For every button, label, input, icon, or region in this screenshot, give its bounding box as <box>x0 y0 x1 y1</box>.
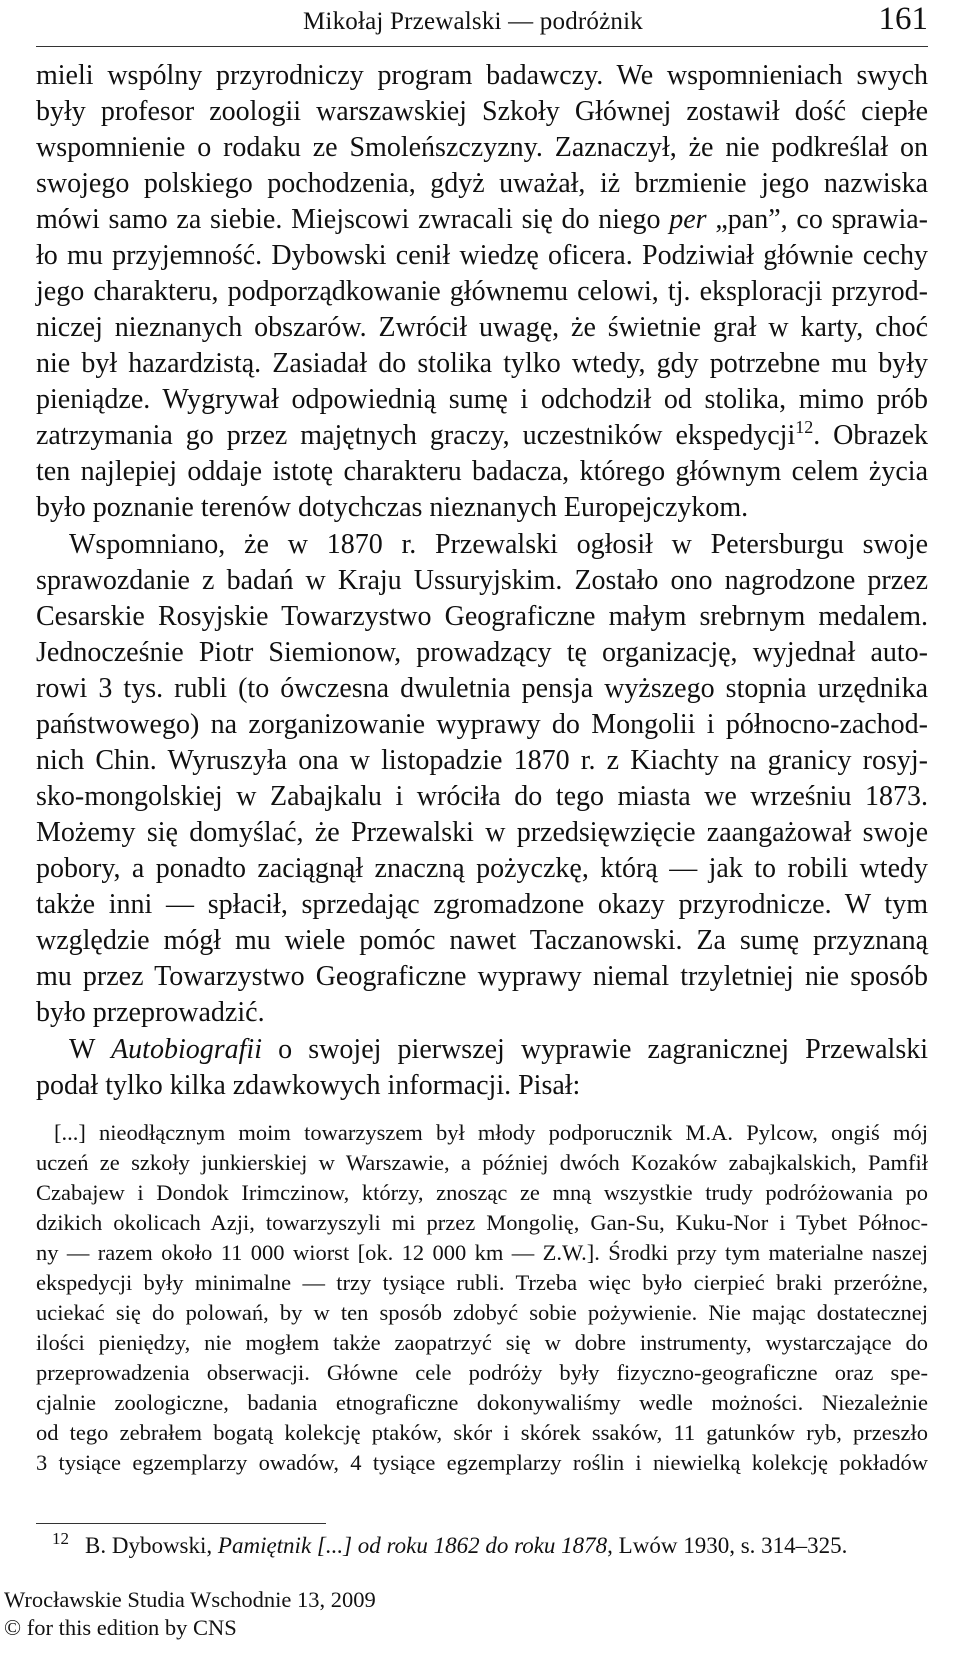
p2-line: sprawozdanie z badań w Kraju Ussuryjskim. Zostało ono nagrodzone przez <box>36 565 928 596</box>
p1-line: było poznanie terenów dotychczas nieznanych Europejczykom. <box>36 492 749 523</box>
quote-line: dzikich okolicach Azji, towarzyszyli mi przez Mongolię, Gan-Su, Kuku-Nor i Tybet Północ- <box>36 1210 928 1235</box>
p3-line: podał tylko kilka zdawkowych informacji. Pisał: <box>36 1070 581 1101</box>
p2-line: sko-mongolskiej w Zabajkalu i wróciła do tego miasta we wrześniu 1873. <box>36 781 928 812</box>
p1-line: jego charakteru, podporządkowanie głównemu celowi, tj. eksploracji przyrod- <box>36 276 928 307</box>
quote-line: uciekać się do polowań, by w ten sposób zdobyć sobie pożywienie. Nie mając dostatecznej <box>36 1300 928 1325</box>
p2-line: pobory, a ponadto zaciągnął znaczną pożyczkę, którą — jak to robili wtedy <box>36 853 928 884</box>
footnote: $^{12}$ B. Dybowski, Pamiętnik [...] od roku 1862 do roku 1878, Lwów 1930, s. 314–325. <box>52 1529 848 1558</box>
p1-line: mieli wspólny przyrodniczy program badawczy. We wspomnieniach swych <box>36 60 928 91</box>
p1-line: zatrzymania go przez majętnych graczy, uczestników ekspedycji$^{12}$. Obrazek <box>36 417 929 451</box>
quote-line: przeprowadzenia obserwacji. Główne cele podróży były fizyczno-geograficzne oraz spe- <box>36 1360 928 1385</box>
p1-line: były profesor zoologii warszawskiej Szkoły Głównej zostawił dość ciepłe <box>36 96 928 127</box>
p1-line: swojego polskiego pochodzenia, gdyż uważał, iż brzmienie jego nazwiska <box>36 168 928 199</box>
p2-line: Możemy się domyślać, że Przewalski w przedsięwzięcie zaangażował swoje <box>36 817 928 848</box>
quote-line: cjalnie zoologiczne, badania etnograficzne dokonywaliśmy wedle możności. Niezależnie <box>36 1390 928 1415</box>
quote-line: ekspedycji były minimalne — trzy tysiące rubli. Trzeba więc było cierpieć braki przeróżne, <box>36 1270 928 1295</box>
journal-footer: Wrocławskie Studia Wschodnie 13, 2009 <box>4 1587 376 1612</box>
p2-line: względzie mógł mu wiele pomóc nawet Taczanowski. Za sumę przyznaną <box>36 925 928 956</box>
quote-line: 3 tysiące egzemplarzy owadów, 4 tysiące egzemplarzy roślin i niewielką kolekcję pokładów <box>36 1450 928 1475</box>
p3-line: W Autobiografii o swojej pierwszej wyprawie zagranicznej Przewalski <box>69 1034 929 1065</box>
italic-title: Autobiografii <box>111 1034 262 1065</box>
p2-line: Jednocześnie Piotr Siemionow, prowadzący tę organizację, wyjednał auto- <box>36 637 928 668</box>
quote-line: [...] nieodłącznym moim towarzyszem był młody podporucznik M.A. Pylcow, ongiś mój <box>54 1120 928 1145</box>
running-title: Mikołaj Przewalski — podróżnik <box>303 8 643 35</box>
footnote-number: 12 <box>52 1529 69 1548</box>
quote-line: ilości pieniędzy, nie mogłem także zaopatrzyć się w dobre instrumenty, wystarczające do <box>36 1330 928 1355</box>
p2-line: Wspomniano, że w 1870 r. Przewalski ogłosił w Petersburgu swoje <box>69 529 928 560</box>
p1-line: niczej nieznanych obszarów. Zwrócił uwagę, że świetnie grał w karty, choć <box>36 312 928 343</box>
quote-line: ny — razem około 11 000 wiorst [ok. 12 000 km — Z.W.]. Środki przy tym materialne naszej <box>36 1240 928 1265</box>
italic-term: per <box>669 204 707 235</box>
p2-line: mu przez Towarzystwo Geograficzne wyprawy niemal trzyletniej nie sposób <box>36 961 928 992</box>
copyright-footer: © for this edition by CNS <box>4 1615 237 1640</box>
p1-line: nie był hazardzistą. Zasiadał do stolika tylko wtedy, gdy potrzebne mu były <box>36 348 928 379</box>
footnote-title: Pamiętnik [...] od roku 1862 do roku 1878 <box>217 1533 608 1558</box>
footnote-ref: 12 <box>795 417 814 437</box>
p2-line: także inni — spłacił, sprzedając zgromadzone okazy przyrodnicze. W tym <box>36 889 928 920</box>
p1-line: pieniądze. Wygrywał odpowiednią sumę i odchodził od stolika, mimo prób <box>36 384 928 415</box>
quote-line: uczeń ze szkoły junkierskiej w Warszawie, a później dwóch Kozaków zabajkalskich, Pamfił <box>36 1150 928 1175</box>
p1-line: ło mu przyjemność. Dybowski cenił wiedzę oficera. Podziwiał głównie cechy <box>36 240 928 271</box>
p1-line: wspomnienie o rodaku ze Smoleńszczyzny. Zaznaczył, że nie podkreślał on <box>36 132 928 163</box>
quote-line: Czabajew i Dondok Irimczinow, którzy, znosząc ze mną wszystkie trudy podróżowania po <box>36 1180 928 1205</box>
p2-line: rowi 3 tys. rubli (to ówczesna dwuletnia pensja wyższego stopnia urzędnika <box>36 673 928 704</box>
p2-line: Cesarskie Rosyjskie Towarzystwo Geograficzne małym srebrnym medalem. <box>36 601 928 632</box>
p2-line: nich Chin. Wyruszyła ona w listopadzie 1870 r. z Kiachty na granicy rosyj- <box>36 745 928 776</box>
p1-line: ten najlepiej oddaje istotę charakteru badacza, którego głównym celem życia <box>36 456 928 487</box>
quote-line: od tego zebrałem bogatą kolekcję ptaków, skór i skórek ssaków, 11 gatunków ryb, przeszło <box>36 1420 928 1445</box>
footnote-divider <box>36 1523 326 1524</box>
p2-line: było przeprowadzić. <box>36 997 265 1028</box>
p1-line: mówi samo za siebie. Miejscowi zwracali się do niego per „pan”, co sprawia- <box>36 204 928 235</box>
page-number: 161 <box>878 1 928 37</box>
running-header <box>36 1 928 47</box>
p2-line: państwowego) na zorganizowanie wyprawy do Mongolii i północno-zachod- <box>36 709 928 740</box>
